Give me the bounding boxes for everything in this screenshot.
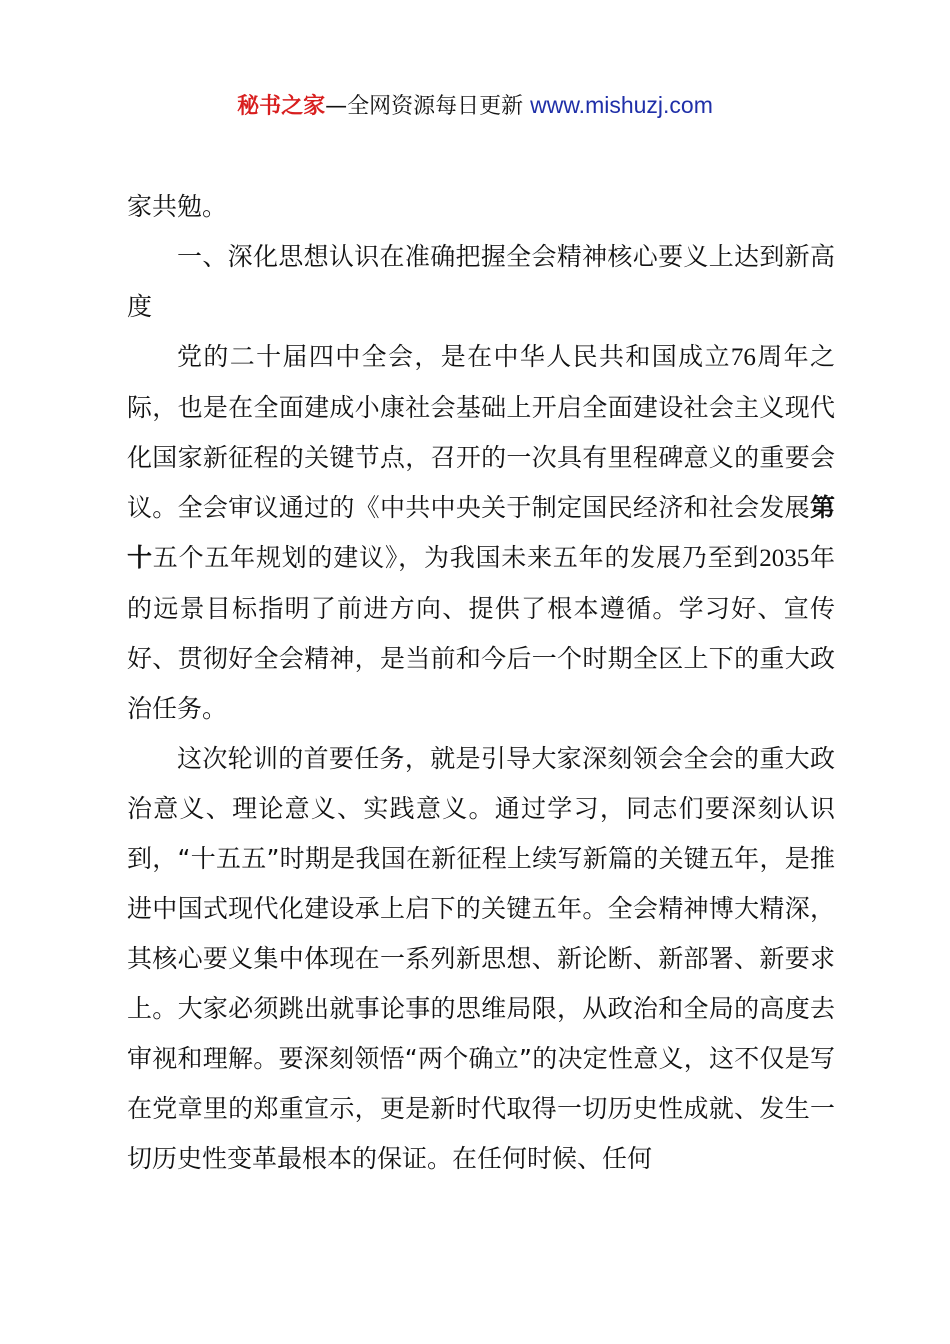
brand-name: 秘书之家 [237,94,326,119]
header-tagline: —全网资源每日更新 [325,94,524,119]
site-url-link[interactable]: www.mishuzj.com [530,92,713,118]
page-header [0,88,950,124]
section-heading: 一、深化思想认识在准确把握全会精神核心要义上达到新高度 [127,242,835,321]
paragraph-bold-text: 第十 [127,493,835,572]
document-body [127,182,835,1184]
paragraph: 这次轮训的首要任务，就是引导大家深刻领会全会的重大政治意义、理论意义、实践意义。通过学习，同志们要深刻认识到，“十五五”时期是我国在新征程上续写新篇的关键五年，是推进中国式现代化建设承上启下的关键五年。全会精神博大精深，其核心要义集中体现在一系列新思想、新论断、新部署、新要求上。大家必须跳出就事论事的思维局限，从政治和全局的高度去审视和理解。要深刻领悟“两个确立”的决定性意义，这不仅是写在党章里的郑重宣示，更是新时代取得一切历史性成就、发生一切历史性变革最根本的保证。在任何时候、任何 [127,744,835,1173]
paragraph-continuation: 家共勉。 [127,192,228,221]
paragraph-text: 五个五年规划的建议》，为我国未来五年的发展乃至到 [152,543,760,572]
paragraph-text: 党的二十届四中全会，是在中华人民共和国成立 [177,342,731,371]
paragraph-year: 2035 [759,545,810,572]
paragraph-text: 周年之际，也是在全面建成小康社会基础上开启全面建设社会主义现代化国家新征程的关键节点，召开的一次具有里程碑意义的重要会议。全会审议通过的《中共中央关于制定国民经济和社会发展 [127,342,835,522]
paragraph-number: 76 [730,344,756,371]
paragraph [127,332,835,734]
paragraph-text: 年的远景目标指明了前进方向、提供了根本遵循。学习好、宣传好、贯彻好全会精神，是当前和今后一个时期全区上下的重大政治任务。 [127,543,835,723]
